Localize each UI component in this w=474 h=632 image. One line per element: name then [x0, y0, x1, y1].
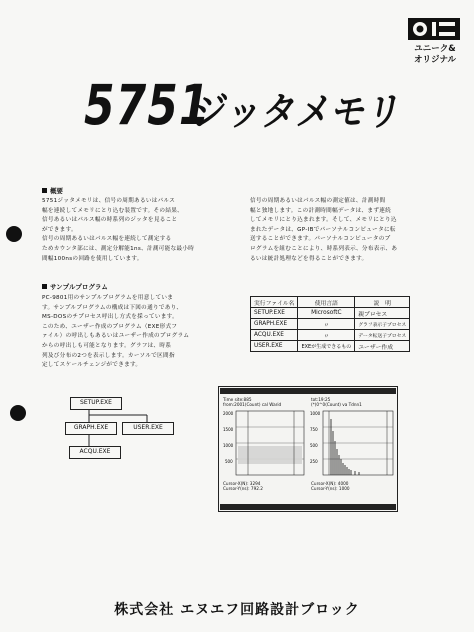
table-row [251, 319, 410, 330]
table-cell: USER.EXE [251, 341, 298, 352]
right-info-line: (*)0^0(Count) va Tdnn1 [311, 402, 362, 408]
text-line: 定してスケールチェンジができます。 [42, 362, 142, 369]
logo-tagline-line1: ユニーク& [414, 44, 456, 54]
text-line: 送することができます。パーソナルコンピュータのプ [250, 236, 391, 243]
table-cell: 〃 [298, 330, 355, 341]
text-line: ログラムを組むことにより、時系列表示、分布表示、あ [250, 245, 398, 252]
logo-tagline-line2: オリジナル [413, 55, 457, 65]
cursor-y-readout: Cursor-Y(ns): 792.2 [223, 486, 263, 492]
square-bullet-icon [42, 284, 47, 289]
text-line: す。サンプルプログラムの構成は下図の通りであり、 [42, 304, 183, 311]
right-panel-info [311, 397, 393, 408]
text-line: このため、ユーザー作成のプログラム（EXE形式フ [42, 323, 178, 330]
text-line: ァイル）の呼出しもあるいはユーザー作成のプログラム [42, 333, 190, 340]
table-cell: SETUP.EXE [251, 308, 298, 319]
punch-hole-top [6, 226, 22, 242]
text-line: からの呼出しも可能となります。グラフは、時系 [42, 342, 172, 349]
overview-right-column [250, 197, 442, 264]
right-info-line: tot:19:25 [311, 397, 331, 402]
text-line: 信号の周期あるいはパルス幅を連続して測定する [42, 236, 172, 243]
axis-tick-label: 250 [310, 459, 318, 464]
overview-heading [42, 186, 63, 195]
left-cursor-readout [223, 481, 305, 492]
table-cell: 親プロセス [355, 308, 410, 319]
text-line: ができます。 [42, 226, 77, 233]
text-line: 信号あるいはパルス幅の時系列のジッタを見ること [42, 217, 178, 224]
product-model-number: 5751 [84, 74, 211, 138]
text-line: 間幅100nsの回路を使用しています。 [42, 255, 143, 262]
distribution-histogram [309, 409, 395, 479]
text-line: PC-9801用のサンプルプログラムを用意していま [42, 295, 174, 301]
table-cell: ACQU.EXE [251, 330, 298, 341]
left-info-line: from:2001(Count) cal Warid [223, 402, 282, 408]
axis-tick-label: 2000 [223, 411, 234, 416]
text-line: るいは統計処理などを得ることができます。 [250, 255, 368, 262]
sample-program-heading [42, 282, 108, 291]
screen-header-bar [220, 388, 396, 394]
right-cursor-readout [311, 481, 393, 492]
axis-tick-label: 1000 [310, 411, 321, 416]
text-line: してメモリにとり込まれます。そして、メモリにとり込 [250, 217, 397, 224]
sample-program-text [42, 294, 238, 371]
table-row [251, 330, 410, 341]
screen-footer-bar [220, 504, 396, 510]
table-cell: MicrosoftC [298, 308, 355, 319]
axis-tick-label: 1500 [223, 427, 234, 432]
flow-box-user: USER.EXE [122, 422, 174, 435]
cursor-y-readout: Cursor-Y(ns): 1000 [311, 486, 350, 492]
executable-file-table [250, 296, 410, 352]
axis-tick-label: 500 [225, 459, 233, 464]
product-name: ジッタメモリ [188, 89, 407, 136]
text-line: 信号の周期あるいはパルス幅の測定値は、計測時間 [250, 198, 386, 204]
column-header: 実行ファイル名 [251, 297, 298, 308]
table-cell: データ転送子プロセス [355, 330, 410, 341]
text-line: 幅を連続してメモリにとり込む装置です。その結果、 [42, 207, 184, 214]
text-line: 列及び分布の2つを表示します。カーソルで区間指 [42, 352, 175, 359]
axis-tick-label: 500 [310, 443, 318, 448]
company-logo [408, 18, 460, 40]
left-info-line: Time site:885 [223, 397, 252, 402]
flow-box-setup: SETUP.EXE [70, 397, 122, 410]
text-line: ためカウンタ部には、測定分解能1ns、計測可能な最小時 [42, 245, 195, 252]
overview-heading-text: 概要 [50, 187, 63, 195]
cursor-x-readout: Cursor-X(N): 3294 [223, 481, 261, 486]
column-header: 使用言語 [298, 297, 355, 308]
sample-program-heading-text: サンプルプログラム [50, 283, 108, 291]
text-line: 5751ジッタメモリは、信号の周期あるいはパルス [42, 198, 176, 204]
flow-box-acqu: ACQU.EXE [69, 446, 121, 459]
column-header: 説 明 [355, 297, 410, 308]
axis-tick-label: 750 [310, 427, 318, 432]
text-line: 幅と独地します。この計測時間幅データは、まず連続 [250, 207, 392, 214]
table-cell: GRAPH.EXE [251, 319, 298, 330]
table-cell: グラフ表示子プロセス [355, 319, 410, 330]
text-line: MS-DOSのチプロセス呼出し方式を採っています。 [42, 314, 178, 321]
overview-left-column [42, 197, 234, 264]
axis-tick-label: 1000 [223, 443, 234, 448]
table-cell: 〃 [298, 319, 355, 330]
table-cell: EXEが生成できるもの [298, 341, 355, 352]
logo-tagline [402, 44, 468, 66]
cursor-x-readout: Cursor-X(N): 4000 [311, 481, 349, 486]
left-panel-info [223, 397, 305, 408]
table-header-row [251, 297, 410, 308]
square-bullet-icon [42, 188, 47, 193]
punch-hole-bottom [10, 405, 26, 421]
table-row [251, 341, 410, 352]
text-line: まれたデータは、GP-IBでパーソナルコンピュータに転 [250, 226, 396, 233]
table-cell: ユーザー作成 [355, 341, 410, 352]
company-name-footer: 株式会社 エヌエフ回路設計ブロック [114, 602, 360, 618]
time-series-plot [222, 409, 306, 479]
flow-box-graph: GRAPH.EXE [65, 422, 117, 435]
table-row [251, 308, 410, 319]
graph-display-screenshot [218, 386, 398, 512]
